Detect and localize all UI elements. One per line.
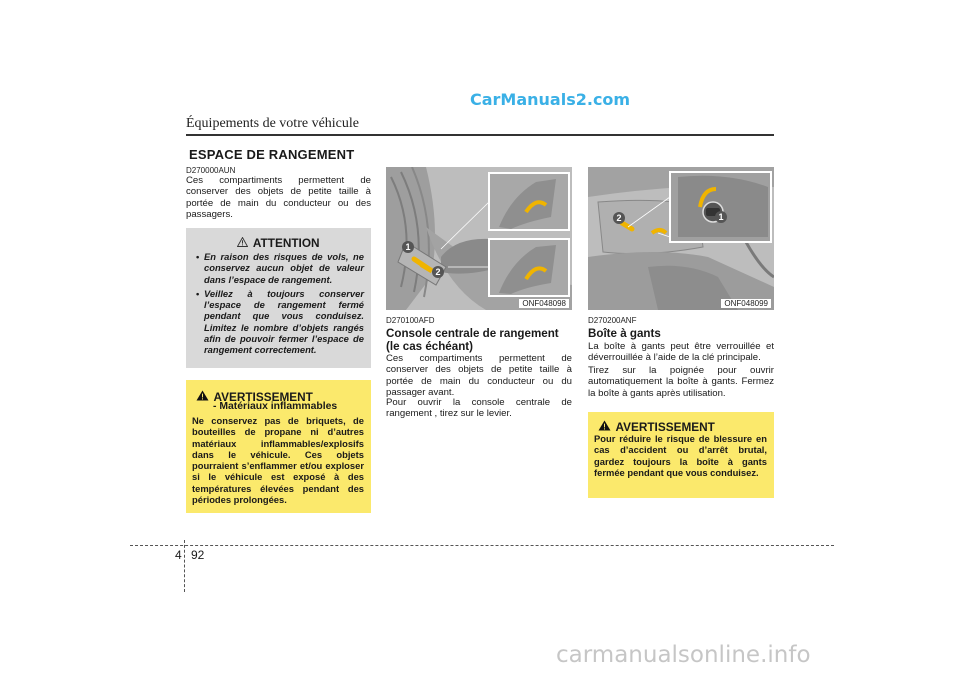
warning-text: Ne conservez pas de briquets, de bouteilles de propane ni d’autres matériaux inflammables/explosifs dans le véhicule. Ces objets pourraient s’enflammer et/ou exploser si le véhicule est exposé à des températures élevées pendant des périodes prolongées. [192,415,364,506]
attention-item: • En raison des risques de vols, ne conservez aucun objet de valeur dans l’espace de rangement. [192,251,364,285]
callout-marker: 1 [402,241,414,253]
page-number: 92 [191,548,205,562]
warning-title: AVERTISSEMENT [213,390,313,405]
image-caption: ONF048099 [721,299,771,308]
footer-vertical-rule [184,540,185,592]
col3-text-1: La boîte à gants peut être verrouillée et déverrouillée à l’aide de la clé principale. [588,341,774,364]
warning-title: AVERTISSEMENT [615,420,715,435]
col2-text-1: Ces compartiments permettent de conserver des objets de petite taille à portée de main du conducteur ou du passager avant. [386,353,572,399]
attention-list [192,251,364,359]
callout-marker: 2 [613,212,625,224]
warning-text: Pour réduire le risque de blessure en cas d’accident ou d’arrêt brutal, gardez toujours la boîte à gants fermée pendant que vous conduisez. [594,433,767,478]
callout-marker: 1 [715,211,727,223]
col2-text-2: Pour ouvrir la console centrale de rangement , tirez sur le levier. [386,397,572,420]
watermark-top: CarManuals2.com [470,90,631,109]
col3-title: Boîte à gants [588,327,661,340]
chapter-number: 4 [175,548,182,562]
col2-title: Console centrale de rangement (le cas échéant) [386,327,559,353]
header-rule [186,134,774,136]
col2-code: D270100AFD [386,316,435,325]
col1-code: D270000AUN [186,166,236,175]
col3-text-2: Tirez sur la poignée pour ouvrir automatiquement la boîte à gants. Fermez la boîte à gants après utilisation. [588,365,774,399]
watermark-bottom: carmanualsonline.info [556,642,811,668]
page-header-title: Équipements de votre véhicule [186,116,359,131]
glove-box-illustration [588,167,774,310]
col1-intro-text: Ces compartiments permettent de conserver des objets de petite taille à portée de main du conducteur ou des passagers. [186,175,371,221]
attention-title: ATTENTION [252,236,320,251]
warning-triangle-icon [196,388,209,406]
col3-code: D270200ANF [588,316,637,325]
footer-rule [130,545,834,546]
image-caption: ONF048098 [519,299,569,308]
section-title: ESPACE DE RANGEMENT [189,147,355,162]
center-console-illustration [386,167,572,310]
warning-box-glove-box [588,412,774,498]
warning-subtitle: - Matériaux inflammables [213,401,338,412]
attention-box [186,228,371,368]
warning-box-flammable [186,380,371,513]
attention-item: • Veillez à toujours conserver l’espace de rangement fermé pendant que vous conduisez. Limitez le nombre d’objets rangés afin de pouvoir fermer l’espace de rangement correctement. [192,288,364,356]
caution-triangle-icon [237,234,248,252]
callout-marker: 2 [432,266,444,278]
